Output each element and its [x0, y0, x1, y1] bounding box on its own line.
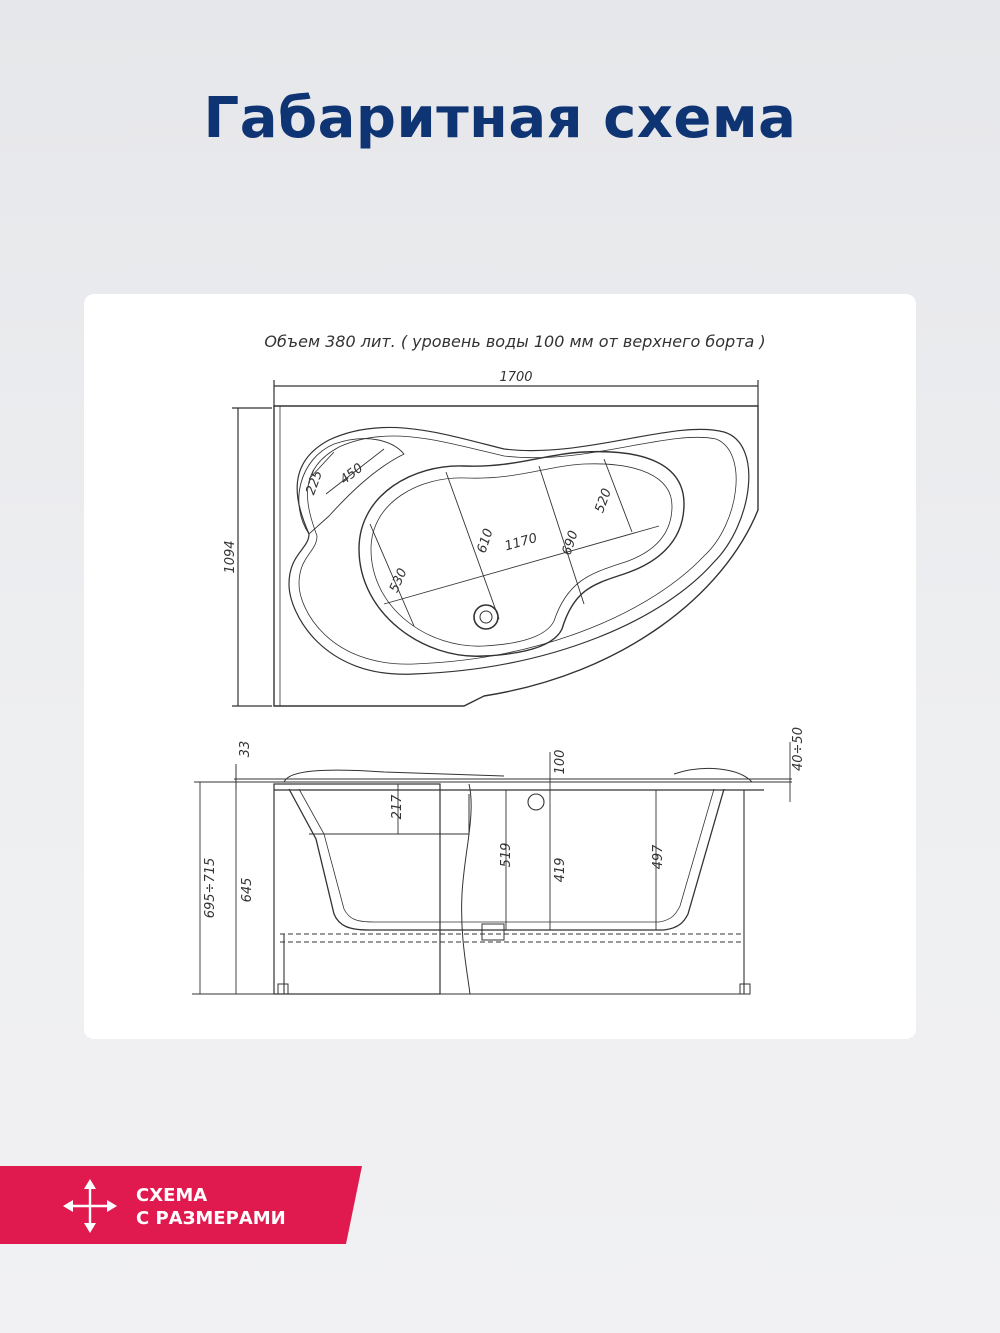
dim-width-1: 610 [474, 526, 497, 556]
dim-depth-2: 419 [553, 857, 568, 883]
dim-inner-length: 1170 [503, 530, 540, 555]
diagram-card [84, 294, 916, 1039]
dim-legs-adjust: 40÷50 [791, 727, 806, 771]
dim-depth: 1094 [223, 540, 238, 574]
dim-seat: 217 [390, 794, 405, 820]
drain-circle [474, 605, 498, 629]
badge-line-2: С РАЗМЕРАМИ [136, 1208, 286, 1229]
scheme-badge [0, 1166, 362, 1244]
dim-depth-3: 497 [651, 844, 666, 870]
dim-width: 1700 [499, 370, 533, 385]
dim-width-3: 520 [592, 486, 616, 516]
top-view [192, 380, 792, 994]
move-arrows-icon [62, 1178, 118, 1234]
inner-basin [359, 452, 684, 657]
volume-caption: Объем 380 лит. ( уровень воды 100 мм от верхнего борта ) [264, 332, 766, 351]
dim-depth-1: 519 [499, 842, 514, 868]
dim-width-2: 690 [559, 528, 582, 558]
dim-headrest-a: 225 [303, 468, 327, 498]
badge-line-1: СХЕМА [136, 1185, 208, 1206]
front-apron [274, 784, 440, 994]
dim-width-4: 530 [386, 566, 411, 595]
top-outer-rim [274, 406, 758, 706]
dim-total-height: 695÷715 [203, 857, 218, 919]
page-title: Габаритная схема [203, 86, 797, 151]
dim-rim: 33 [238, 740, 253, 758]
side-view [192, 742, 792, 994]
dim-headrest-b: 450 [337, 460, 367, 488]
dim-water-level: 100 [553, 749, 568, 775]
dim-frame-height: 645 [240, 877, 255, 903]
bathtub-drawing [84, 294, 916, 1039]
